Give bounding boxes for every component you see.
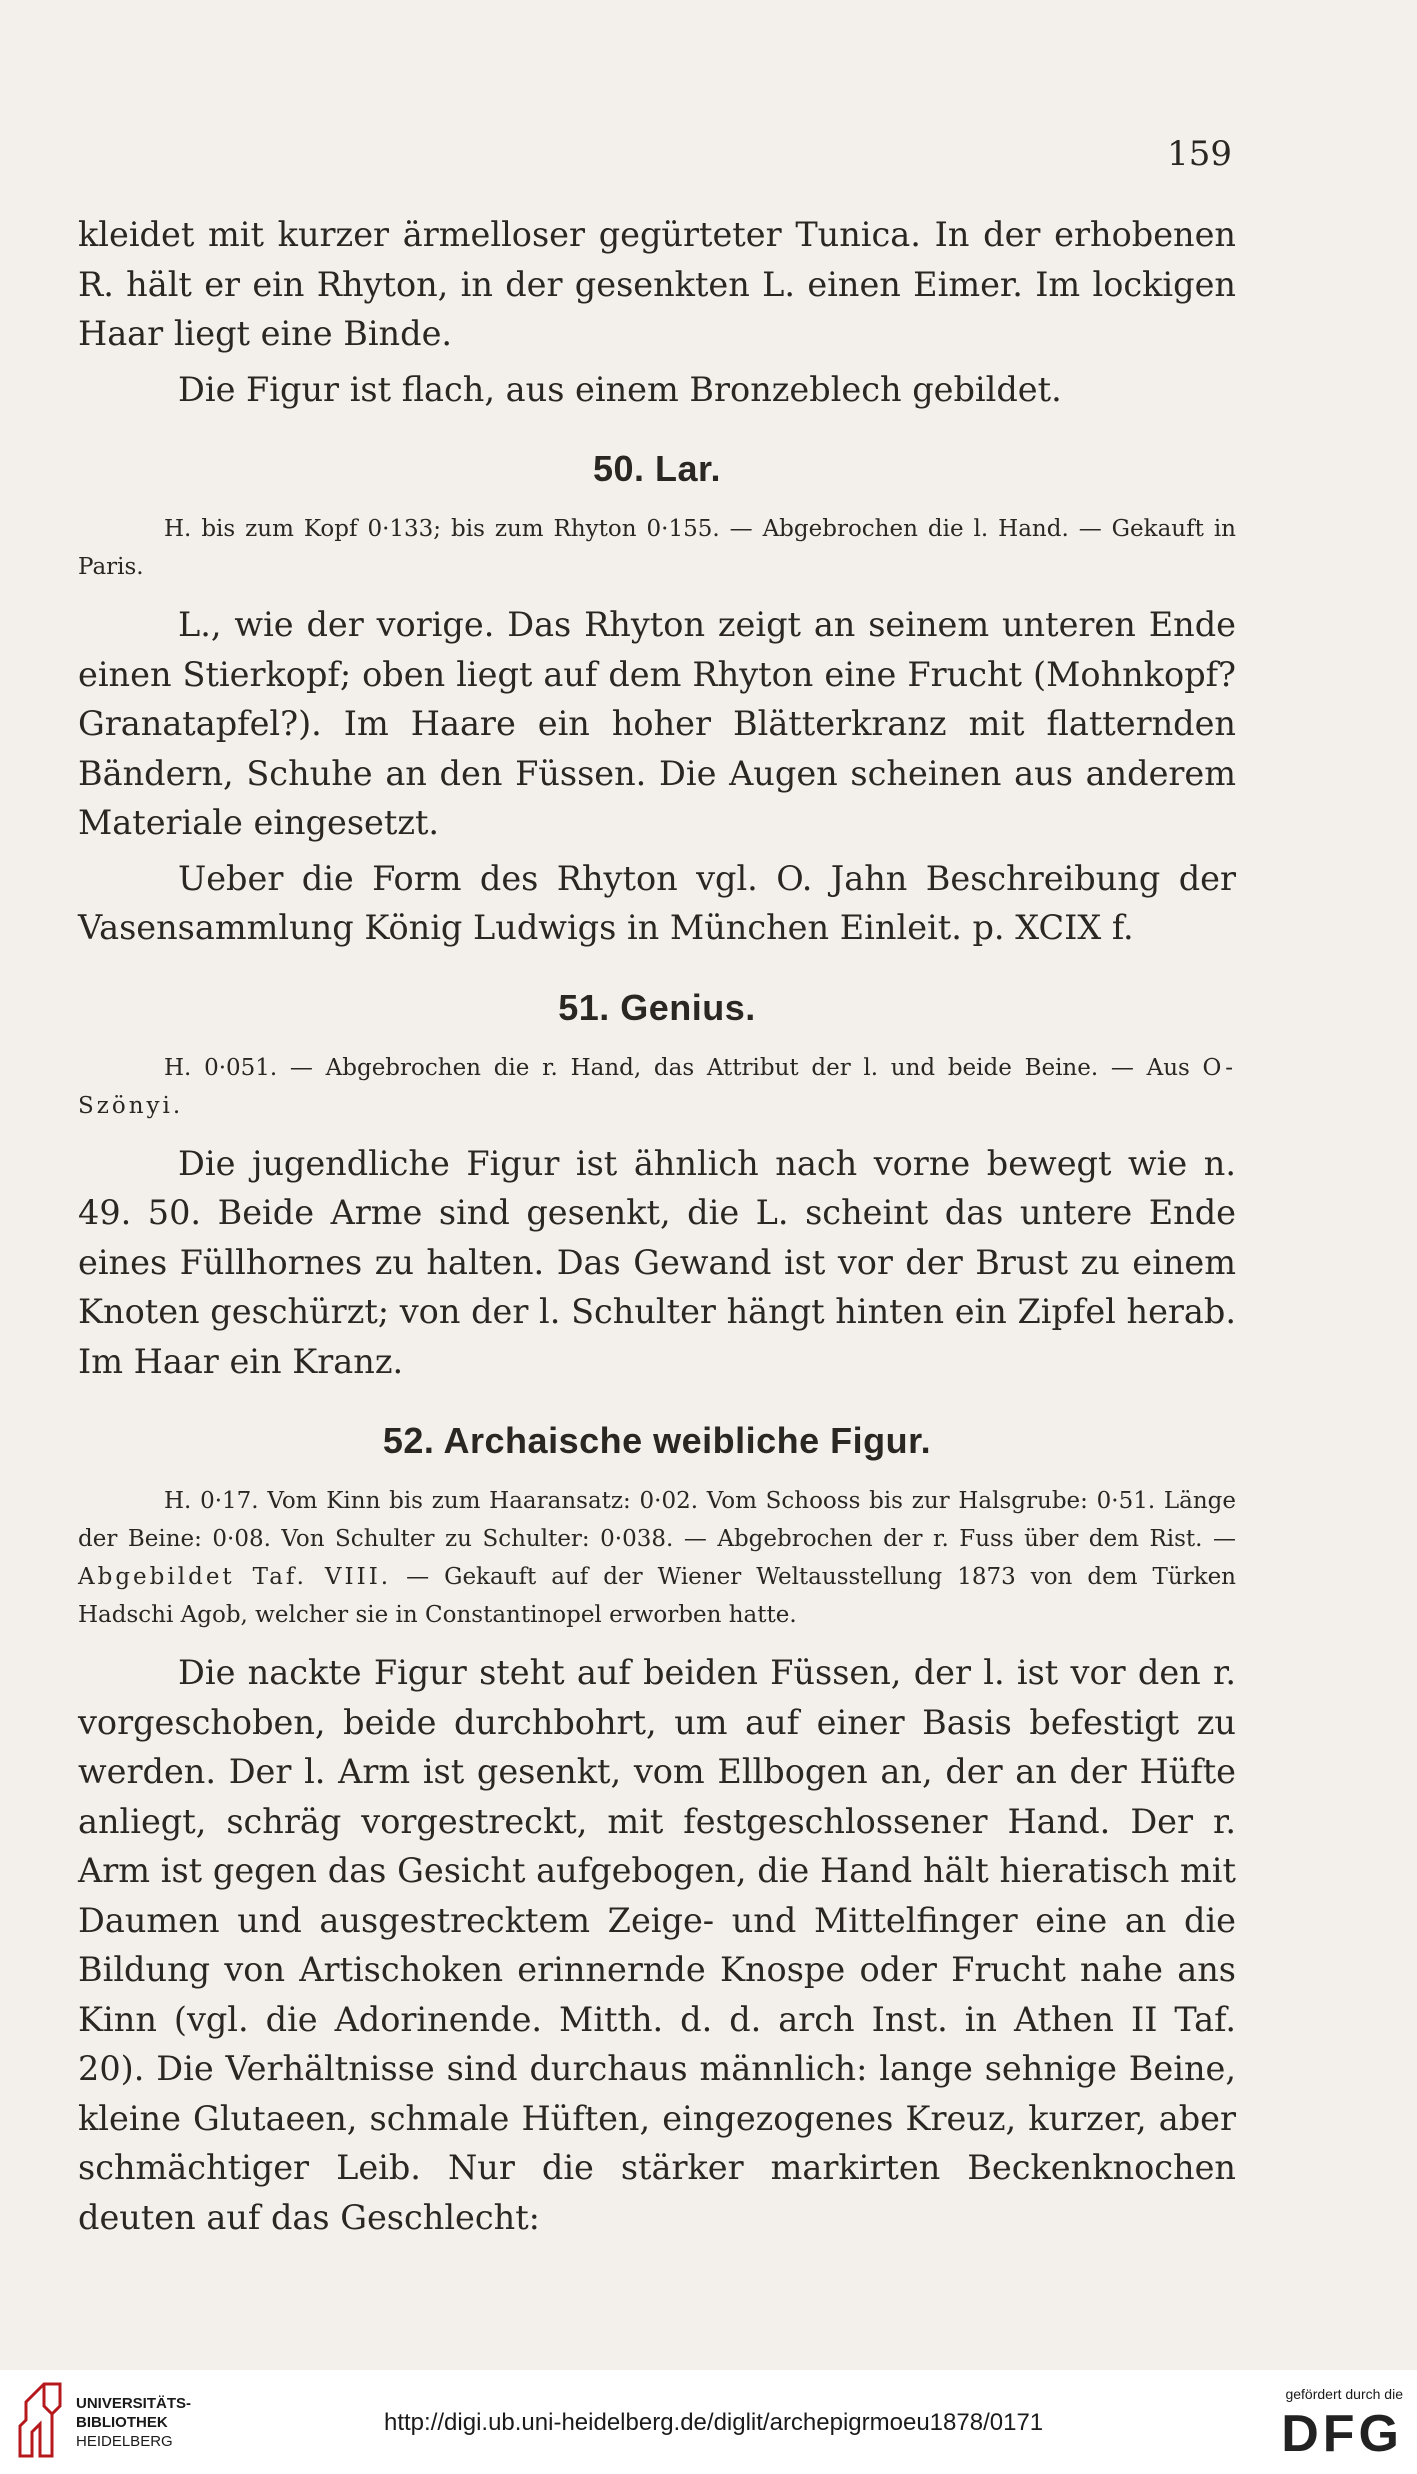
university-library-logo-icon xyxy=(14,2380,66,2460)
section-50-paragraph-1: L., wie der vorige. Das Rhyton zeigt an seinem unteren Ende einen Stierkopf; oben liegt auf dem Rhyton eine Frucht (Mohnkopf? Granatapfel?). Im Haare ein hoher Blätterkranz mit flatternden Bändern, Schuhe an den Füssen. Die Augen scheinen aus anderem Materiale eingesetzt. xyxy=(78,605,1236,842)
page-number: 159 xyxy=(1167,134,1232,174)
library-name-line3: HEIDELBERG xyxy=(76,2433,173,2450)
section-note-52 xyxy=(78,1482,1236,1634)
note-text: H. 0·17. Vom Kinn bis zum Haaransatz: 0·02. Vom Schooss bis zur Halsgrube: 0·51. Länge der Beine: 0·08. Von Schulter zu Schulter: 0·038. — Abgebrochen der r. Fuss über dem Rist. — xyxy=(78,1488,1236,1552)
section-note-51 xyxy=(78,1049,1236,1125)
note-text-suffix: — Gekauft auf der Wiener Weltausstellung 1873 von dem Türken Hadschi Agob, welcher sie in Constantinopel erworben hatte. xyxy=(78,1564,1236,1628)
paragraph-continued: kleidet mit kurzer ärmelloser gegürteter Tunica. In der erhobenen R. hält er ein Rhyton, in der gesenkten L. einen Eimer. Im lockigen Haar liegt eine Binde. xyxy=(78,215,1236,353)
section-heading-50: 50. Lar. xyxy=(592,448,722,489)
source-url-link[interactable]: http://digi.ub.uni-heidelberg.de/diglit/archepigrmoeu1878/0171 xyxy=(384,2409,1044,2436)
note-spaced-text: O-Szönyi. xyxy=(78,1054,1236,1119)
note-spaced-text: Abgebildet Taf. VIII. xyxy=(78,1564,392,1590)
section-note-50: H. bis zum Kopf 0·133; bis zum Rhyton 0·155. — Abgebrochen die l. Hand. — Gekauft in Paris. xyxy=(78,516,1236,580)
section-heading-51: 51. Genius. xyxy=(558,986,756,1028)
library-name-line1: UNIVERSITÄTS- xyxy=(76,2395,192,2412)
library-name-line2: BIBLIOTHEK xyxy=(76,2414,168,2431)
section-52-paragraph-1: Die nackte Figur steht auf beiden Füssen, der l. ist vor den r. vorgeschoben, beide durchbohrt, um auf einer Basis befestigt zu werden. Der l. Arm ist gesenkt, vom Ellbogen an, der an der Hüfte anliegt, schräg vorgestreckt, mit festgeschlossener Hand. Der r. Arm ist gegen das Gesicht aufgebogen, die Hand hält hieratisch mit Daumen und ausgestrecktem Zeige- und Mittelfinger eine an die Bildung von Artischoken erinnernde Knospe oder Frucht nahe ans Kinn (vgl. die Adorinende. Mitth. d. d. arch Inst. in Athen II Taf. 20). Die Verhältnisse sind durchaus männlich: lange sehnige Beine, kleine Glutaeen, schmale Hüften, eingezogenes Kreuz, kurzer, aber schmächtiger Leib. Nur die stärker markirten Beckenknochen deuten auf das Geschlecht: xyxy=(78,1653,1236,2237)
library-name xyxy=(76,2394,191,2451)
dfg-logo: DFG xyxy=(1281,2405,1403,2463)
section-heading-52: 52. Archaische weibliche Figur. xyxy=(382,1420,932,1461)
section-50-paragraph-2: Ueber die Form des Rhyton vgl. O. Jahn Beschreibung der Vasensammlung König Ludwigs in München Einleit. p. XCIX f. xyxy=(78,858,1236,947)
section-51-paragraph-1: Die jugendliche Figur ist ähnlich nach vorne bewegt wie n. 49. 50. Beide Arme sind gesenkt, die L. scheint das untere Ende eines Füllhornes zu halten. Das Gewand ist vor der Brust zu einem Knoten geschürzt; von der l. Schulter hängt hinten ein Zipfel herab. Im Haar ein Kranz. xyxy=(78,1143,1236,1381)
paragraph-bronze: Die Figur ist flach, aus einem Bronzeblech gebildet. xyxy=(178,369,1062,409)
page-text xyxy=(78,210,1236,2242)
note-text: H. 0·051. — Abgebrochen die r. Hand, das Attribut der l. und beide Beine. — Aus xyxy=(164,1054,1203,1081)
funded-by-label: gefördert durch die xyxy=(1285,2386,1403,2402)
